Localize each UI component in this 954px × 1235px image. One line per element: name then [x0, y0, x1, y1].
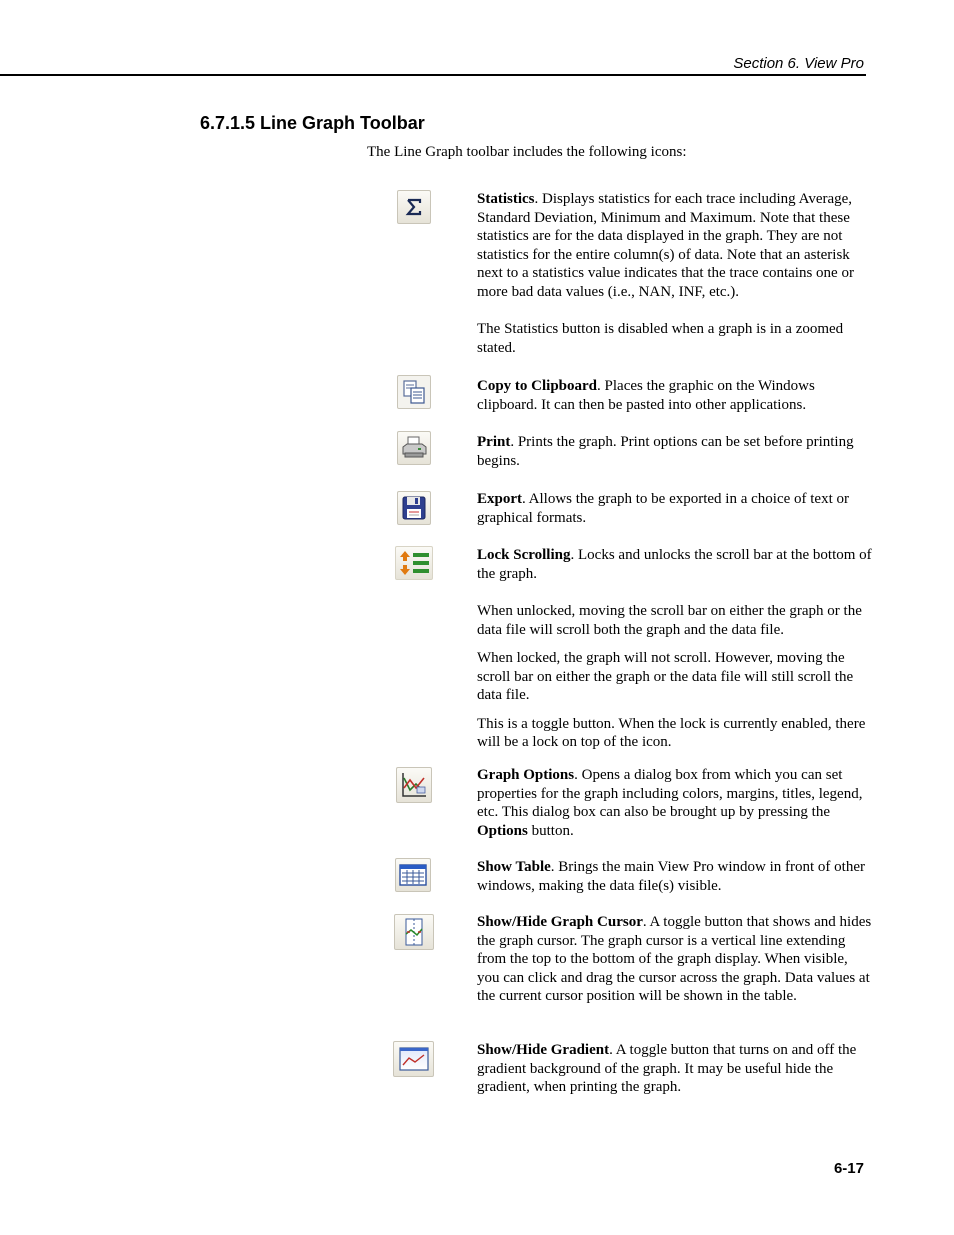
lock-scrolling-icon [395, 546, 433, 580]
copy-to-clipboard-name: Copy to Clipboard [477, 378, 598, 394]
statistics-text: . Displays statistics for each trace including Average, Standard Deviation, Minimum and Maximum. Note that these statistics are for the data displayed in the graph. They are not statistics for the entire column(s) of data. Note that an asterisk next to a statistics value indicates that the trace contains one or more bad data values (i.e., NAN, INF, etc.). [477, 191, 854, 300]
copy-to-clipboard-icon [397, 375, 431, 409]
graph-options-name: Graph Options [477, 767, 575, 783]
copy-to-clipboard-text: . Places the graphic on the Windows clipboard. It can then be pasted into other applications. [477, 378, 815, 413]
running-head: Section 6. View Pro [733, 55, 864, 72]
statistics-description [477, 190, 874, 357]
print-description [477, 433, 874, 470]
lock-scrolling-description [477, 546, 874, 752]
graph-cursor-description [477, 913, 874, 1006]
graph-options-icon [396, 767, 432, 803]
show-table-name: Show Table [477, 859, 551, 875]
graph-cursor-name: Show/Hide Graph Cursor [477, 914, 643, 930]
print-name: Print [477, 434, 511, 450]
statistics-name: Statistics [477, 191, 535, 207]
graph-cursor-icon [394, 914, 434, 950]
lock-scrolling-name: Lock Scrolling [477, 547, 571, 563]
export-name: Export [477, 491, 522, 507]
section-intro: The Line Graph toolbar includes the following icons: [367, 144, 687, 160]
header-rule [0, 74, 866, 76]
gradient-name: Show/Hide Gradient [477, 1042, 610, 1058]
lock-scrolling-unlocked-note: When unlocked, moving the scroll bar on either the graph or the data file will scroll both the graph and the data file. [477, 603, 862, 638]
gradient-icon [393, 1041, 434, 1077]
graph-options-options-term: Options [477, 822, 528, 839]
statistics-sigma-icon [397, 190, 431, 224]
lock-scrolling-toggle-note: This is a toggle button. When the lock is currently enabled, there will be a lock on top of the icon. [477, 715, 866, 750]
gradient-description [477, 1041, 874, 1097]
show-table-icon [395, 858, 431, 892]
print-text: . Prints the graph. Print options can be set before printing begins. [477, 434, 854, 469]
graph-cursor-text: . A toggle button that shows and hides the graph cursor. The graph cursor is a vertical line extending from the top to the bottom of the graph display. When visible, you can click and drag the cursor across the graph. Data values at the current cursor position will be shown in the table. [477, 914, 872, 1004]
floppy-disk-icon [397, 491, 431, 525]
export-text: . Allows the graph to be exported in a choice of text or graphical formats. [477, 491, 849, 526]
gradient-text: . A toggle button that turns on and off the gradient background of the graph. It may be useful hide the gradient, when printing the graph. [477, 1042, 857, 1095]
show-table-description [477, 858, 874, 895]
printer-icon [397, 431, 431, 465]
statistics-note: The Statistics button is disabled when a graph is in a zoomed stated. [477, 321, 844, 356]
lock-scrolling-text: . Locks and unlocks the scroll bar at the bottom of the graph. [477, 547, 872, 582]
section-title: 6.7.1.5 Line Graph Toolbar [200, 113, 425, 133]
export-description [477, 490, 874, 527]
copy-to-clipboard-description [477, 377, 874, 414]
graph-options-text-end: button. [527, 822, 574, 839]
show-table-text: . Brings the main View Pro window in front of other windows, making the data file(s) visible. [477, 859, 865, 894]
graph-options-text: . Opens a dialog box from which you can set properties for the graph including colors, margins, titles, legend, etc. This dialog box can also be brought up by pressing the [477, 767, 863, 820]
page-number: 6-17 [833, 1160, 864, 1177]
lock-scrolling-locked-note: When locked, the graph will not scroll. However, moving the scroll bar on either the graph or the data file will still scroll the data file. [477, 650, 854, 703]
graph-options-description [477, 766, 874, 840]
